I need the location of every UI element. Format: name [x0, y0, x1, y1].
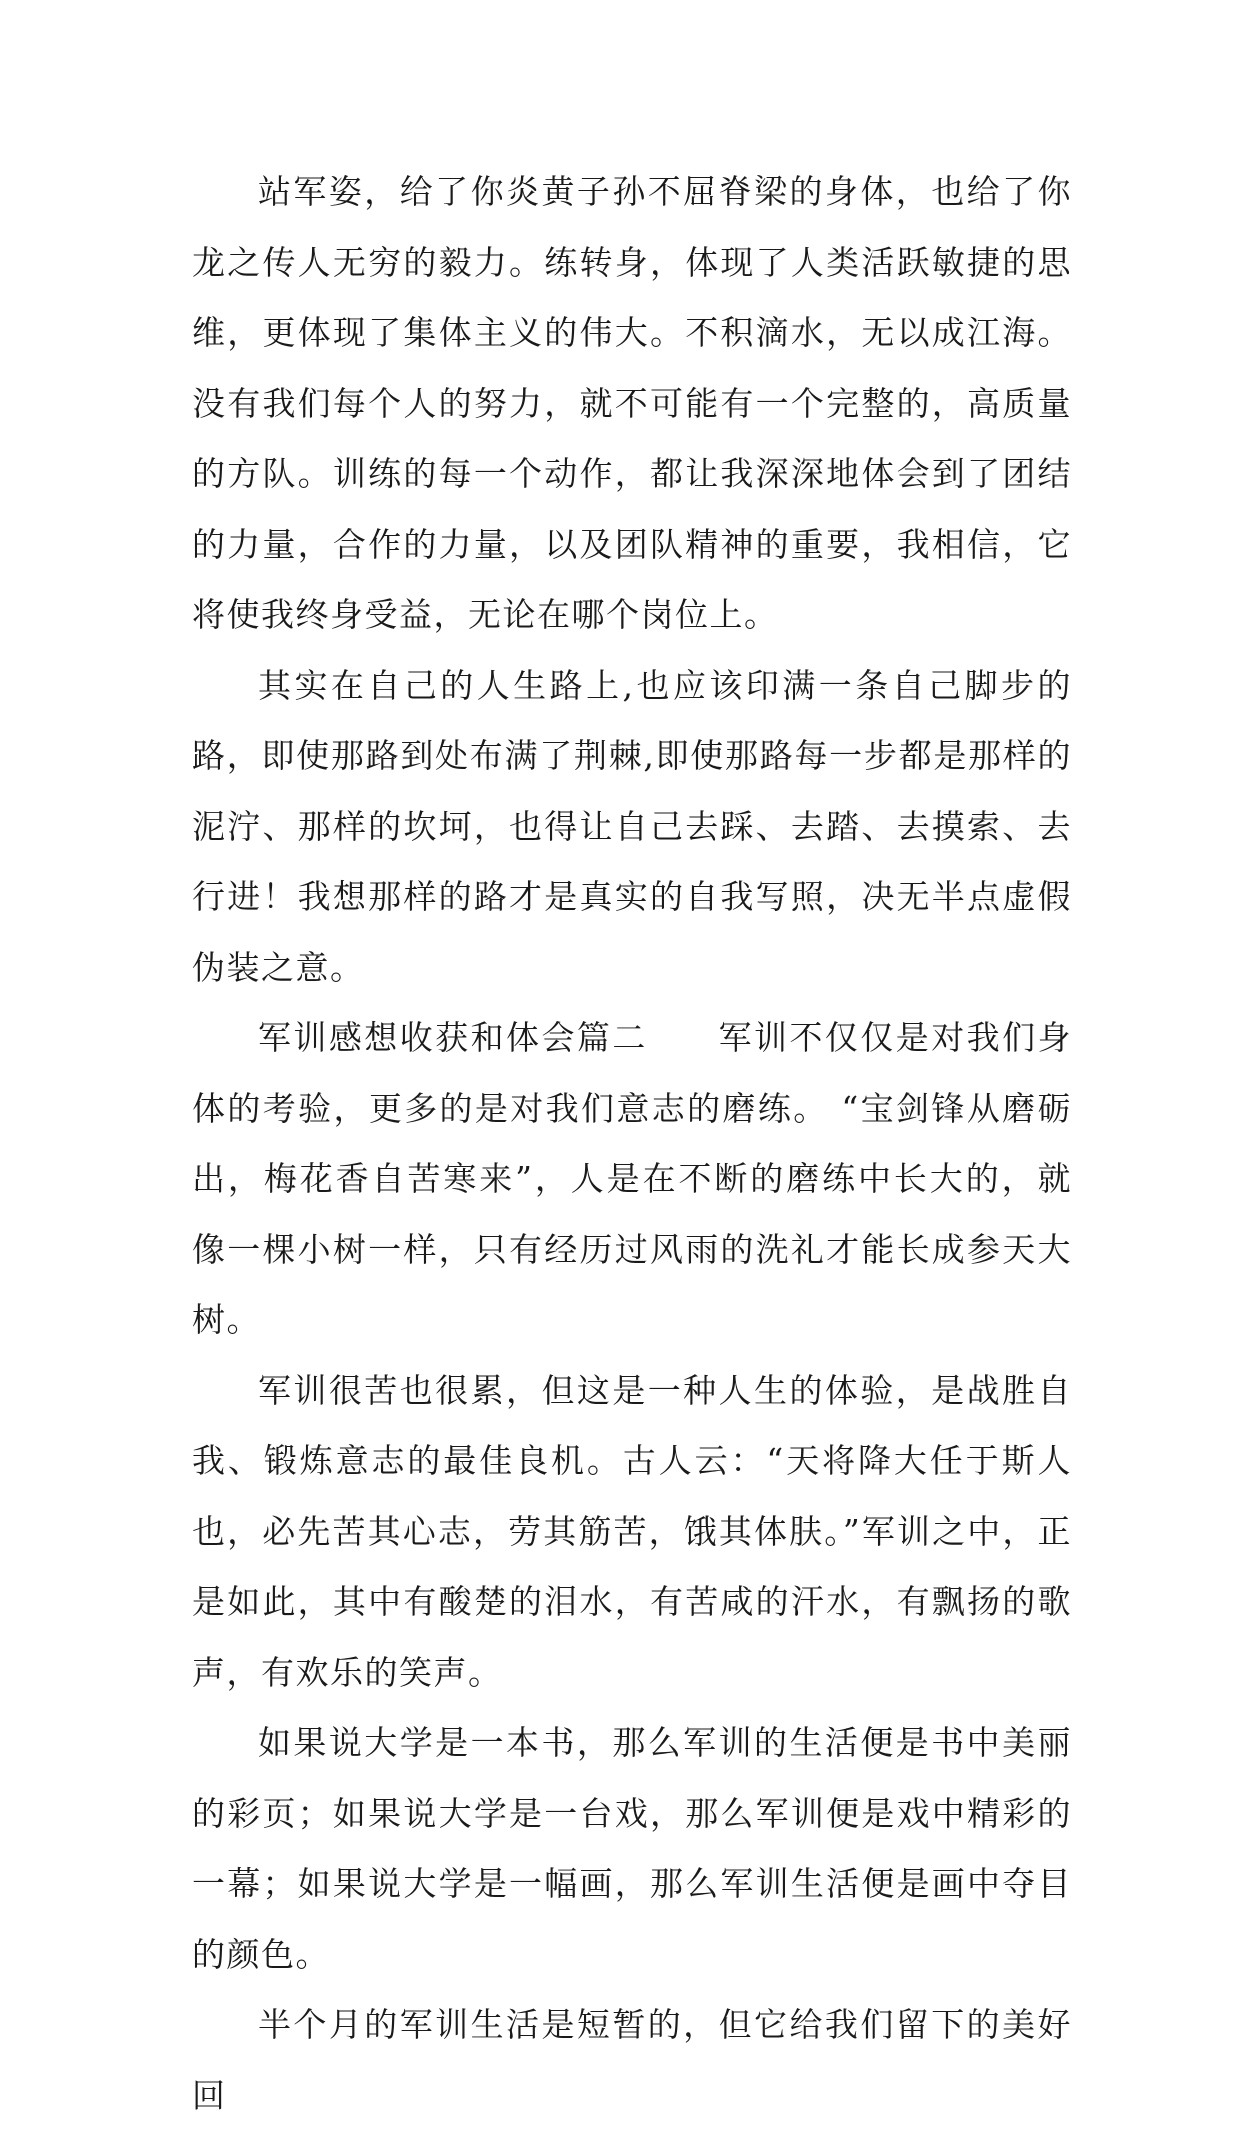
paragraph: 如果说大学是一本书，那么军训的生活便是书中美丽的彩页；如果说大学是一台戏，那么军训便是戏中精彩的一幕；如果说大学是一幅画，那么军训生活便是画中夺目的颜色。 — [192, 1723, 1072, 1974]
paragraph: 军训感想收获和体会篇二 军训不仅仅是对我们身体的考验，更多的是对我们意志的磨练。 “宝剑锋从磨砺出，梅花香自苦寒来”，人是在不断的磨练中长大的，就像一棵小树一样，只有经历过风雨的洗礼才能长成参天大树。 — [192, 1018, 1072, 1339]
paragraph: 军训很苦也很累，但这是一种人生的体验，是战胜自我、锻炼意志的最佳良机。古人云：“天将降大任于斯人也，必先苦其心志，劳其筋苦，饿其体肤。”军训之中，正是如此，其中有酸楚的泪水，有苦咸的汗水，有飘扬的歌声，有欢乐的笑声。 — [192, 1370, 1072, 1692]
paragraph: 半个月的军训生活是短暂的，但它给我们留下的美好回 — [192, 2005, 1072, 2115]
paragraph: 其实在自己的人生路上,也应该印满一条自己脚步的路，即使那路到处布满了荆棘,即使那路每一步都是那样的泥泞、那样的坎坷，也得让自己去踩、去踏、去摸索、去行进！我想那样的路才是真实的自我写照，决无半点虚假伪装之意。 — [192, 665, 1072, 987]
document-body — [192, 157, 1072, 2131]
paragraph: 站军姿，给了你炎黄子孙不屈脊梁的身体，也给了你龙之传人无穷的毅力。练转身，体现了人类活跃敏捷的思维，更体现了集体主义的伟大。不积滴水，无以成江海。没有我们每个人的努力，就不可能有一个完整的，高质量的方队。训练的每一个动作，都让我深深地体会到了团结的力量，合作的力量，以及团队精神的重要，我相信，它将使我终身受益，无论在哪个岗位上。 — [192, 172, 1072, 634]
